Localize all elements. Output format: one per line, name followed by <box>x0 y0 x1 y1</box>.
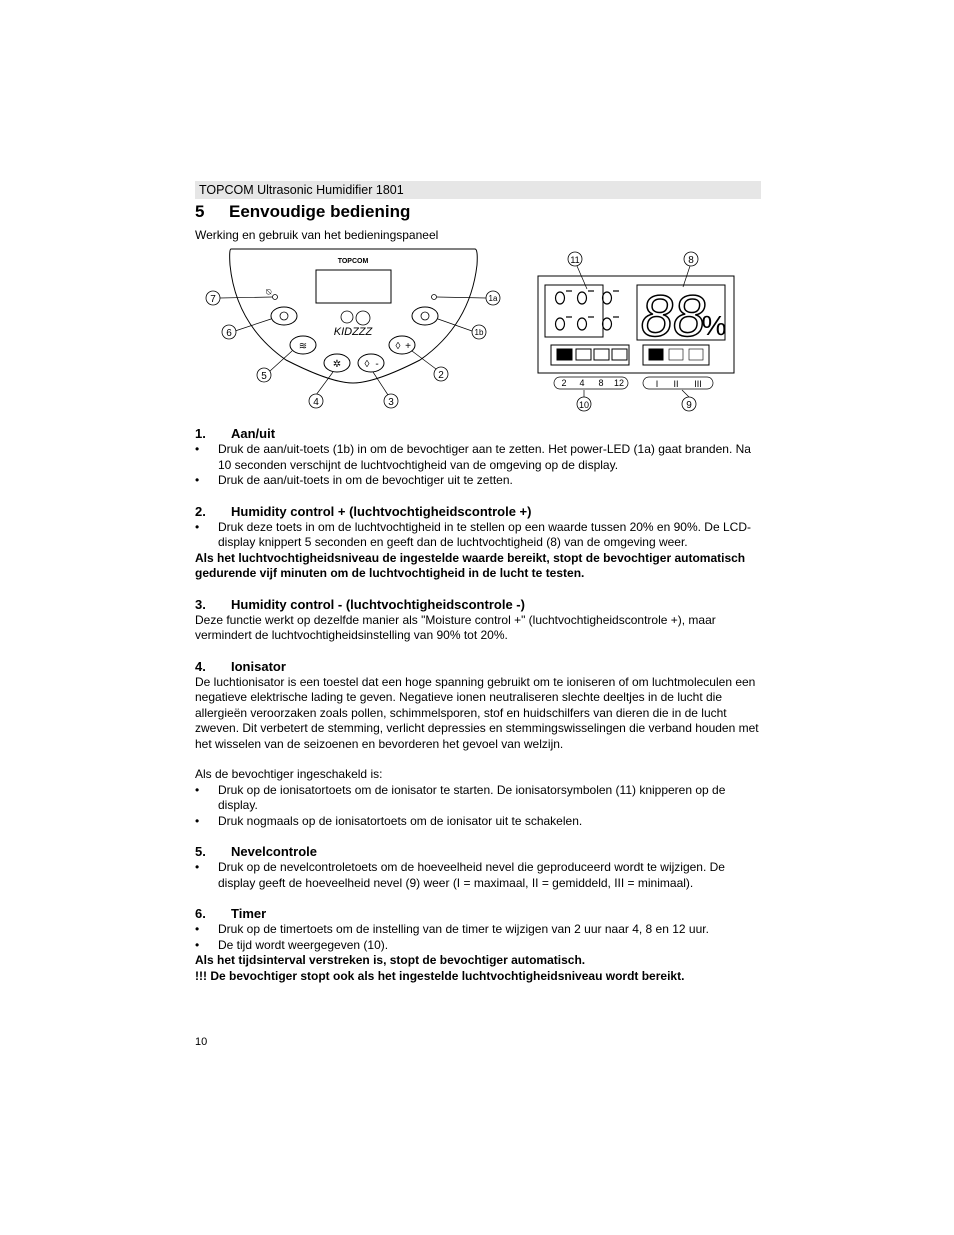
bullet-list <box>195 783 761 830</box>
header-title: TOPCOM Ultrasonic Humidifier 1801 <box>199 183 404 197</box>
bullet-list <box>195 442 761 489</box>
timer-label-12: 12 <box>613 378 625 388</box>
panel-kids-label: KIDZZZ <box>333 326 373 338</box>
humidity-percent: % <box>701 310 727 341</box>
bullet-list <box>195 520 761 551</box>
section-title: Eenvoudige bediening <box>229 202 411 221</box>
document-header <box>195 181 761 199</box>
list-item: • Druk op de ionisatortoets om de ionisator te starten. De ionisatorsymbolen (11) knipperen op de display. <box>195 783 761 814</box>
list-item: • Druk op de nevelcontroletoets om de hoeveelheid nevel die geproduceerd wordt te wijzigen. De display geeft de hoeveelheid nevel (9) weer (I = maximaal, II = gemiddeld, III = minimaal). <box>195 860 761 891</box>
minus-label: - <box>375 359 379 370</box>
callout-1a: 1a <box>488 294 498 303</box>
section-heading-timer: 6. Timer <box>195 906 267 921</box>
clock-icon <box>280 312 288 320</box>
bullet-list <box>195 860 761 891</box>
control-panel-diagram <box>195 245 740 417</box>
callout-6: 6 <box>226 328 232 339</box>
mist-segment-1 <box>649 349 663 360</box>
list-item: • Druk de aan/uit-toets (1b) in om de bevochtiger aan te zetten. Het power-LED (1a) gaat branden. Na 10 seconden verschijnt de luchtvochtigheid van de omgeving op de display. <box>195 442 761 473</box>
panel-outline <box>230 249 478 383</box>
ionizer-icon: ✲ <box>332 359 342 370</box>
timer-segment-4 <box>612 349 627 360</box>
manual-content <box>195 426 761 999</box>
mist-label-1: I <box>655 379 659 389</box>
callout-4: 4 <box>313 397 319 408</box>
plus-label: + <box>405 341 411 352</box>
ionizer-symbol-area <box>545 285 603 337</box>
mist-segment-2 <box>669 349 683 360</box>
section-power <box>195 426 761 489</box>
led-left <box>273 295 278 300</box>
section-heading-power: 1. Aan/uit <box>195 426 276 441</box>
section-mist-control <box>195 844 761 891</box>
kids-face-icon-2 <box>356 311 370 325</box>
mist-label-3: III <box>694 379 702 389</box>
humidity-minus-button <box>358 354 384 372</box>
bold-note: Als het tijdsinterval verstreken is, stopt de bevochtiger automatisch. <box>195 953 586 967</box>
bold-note: Als het luchtvochtigheidsniveau de ingestelde waarde bereikt, stopt de bevochtiger automatisch gedurende vijf minuten om de luchtvochtigheid in de lucht te testen. <box>195 550 746 580</box>
ionizer-symbols <box>556 291 620 330</box>
list-item: • Druk de aan/uit-toets in om de bevochtiger uit te zetten. <box>195 473 761 489</box>
bold-note: !!! De bevochtiger stopt ook als het ingestelde luchtvochtigheidsniveau wordt bereikt. <box>195 968 685 983</box>
power-button <box>412 307 438 325</box>
mist-segment-3 <box>689 349 703 360</box>
panel-brand: TOPCOM <box>337 258 369 265</box>
section-ionizer <box>195 659 761 830</box>
list-item: • Druk nogmaals op de ionisatortoets om de ionisator uit te schakelen. <box>195 814 761 830</box>
drop-icon-2: ◊ <box>364 359 370 370</box>
callout-3: 3 <box>388 397 394 408</box>
humidity-plus-button <box>389 336 415 354</box>
timer-label-4: 4 <box>579 378 585 388</box>
mist-label-2: II <box>673 379 679 389</box>
timer-label-2: 2 <box>561 378 567 388</box>
page-number: 10 <box>195 1036 208 1048</box>
callout-5: 5 <box>261 371 267 382</box>
timer-segment-2 <box>576 349 591 360</box>
mute-icon: ⍉ <box>266 287 272 297</box>
callout-8: 8 <box>688 255 694 266</box>
control-panel-figure <box>195 245 740 422</box>
section-heading-humidity-plus: 2. Humidity control + (luchtvochtigheidscontrole +) <box>195 503 532 519</box>
section-heading-humidity-minus: 3. Humidity control - (luchtvochtigheidscontrole -) <box>195 596 525 612</box>
callout-2: 2 <box>438 370 444 381</box>
mist-icon: ≋ <box>298 341 308 352</box>
kids-face-icon <box>341 311 353 323</box>
timer-button <box>271 307 297 325</box>
panel-lcd-window <box>316 270 391 303</box>
callout-11: 11 <box>570 255 580 265</box>
timer-label-8: 8 <box>598 378 604 388</box>
callout-7: 7 <box>210 294 216 305</box>
section-humidity-plus <box>195 504 761 582</box>
callout-1b: 1b <box>474 328 484 337</box>
section-heading-mist-control: 5. Nevelcontrole <box>195 844 317 859</box>
paragraph: Als de bevochtiger ingeschakeld is: <box>195 767 383 781</box>
timer-segment-1 <box>557 349 572 360</box>
section-number: 5 <box>195 202 205 221</box>
humidity-digits: 88 <box>640 284 706 349</box>
drop-icon: ◊ <box>395 341 401 352</box>
list-item: • Druk deze toets in om de luchtvochtigheid in te stellen op een waarde tussen 20% en 90%. De LCD-display knippert 5 seconden en geeft dan de luchtvochtigheid (8) van de omgeving weer. <box>195 520 761 551</box>
section-heading <box>195 202 410 222</box>
callout-10: 10 <box>578 400 590 410</box>
paragraph: De luchtionisator is een toestel dat een hoge spanning gebruikt om te ioniseren of om luchtmoleculen een negatieve elektrische lading te geven. Negatieve ionen neutraliseren slechte deeltjes in de lucht die allergieën veroorzaken zoals pollen, schimmelsporen, stof en huidschilfers van dieren die in de lucht zweven. Dit verbetert de stemming, verlicht depressies en stemmingswisselingen die verband houden met het wisselen van de seizoenen en bevorderen het gevoel van welzijn. <box>195 674 759 751</box>
callout-9: 9 <box>686 400 692 411</box>
timer-segment-3 <box>594 349 609 360</box>
intro-text: Werking en gebruik van het bedieningspaneel <box>195 228 439 242</box>
paragraph: Deze functie werkt op dezelfde manier als "Moisture control +" (luchtvochtigheidscontrole +), maar vermindert de luchtvochtigheidsinstelling van 90% tot 20%. <box>195 612 716 642</box>
section-humidity-minus <box>195 597 761 644</box>
led-power-1a <box>432 295 437 300</box>
list-item: • Druk op de timertoets om de instelling van de timer te wijzigen van 2 uur naar 4, 8 en 12 uur. <box>195 922 761 938</box>
section-heading-ionizer: 4. Ionisator <box>195 658 286 674</box>
section-timer <box>195 906 761 984</box>
power-icon <box>421 312 429 320</box>
list-item: • De tijd wordt weergegeven (10). <box>195 938 761 954</box>
bullet-list <box>195 922 761 953</box>
